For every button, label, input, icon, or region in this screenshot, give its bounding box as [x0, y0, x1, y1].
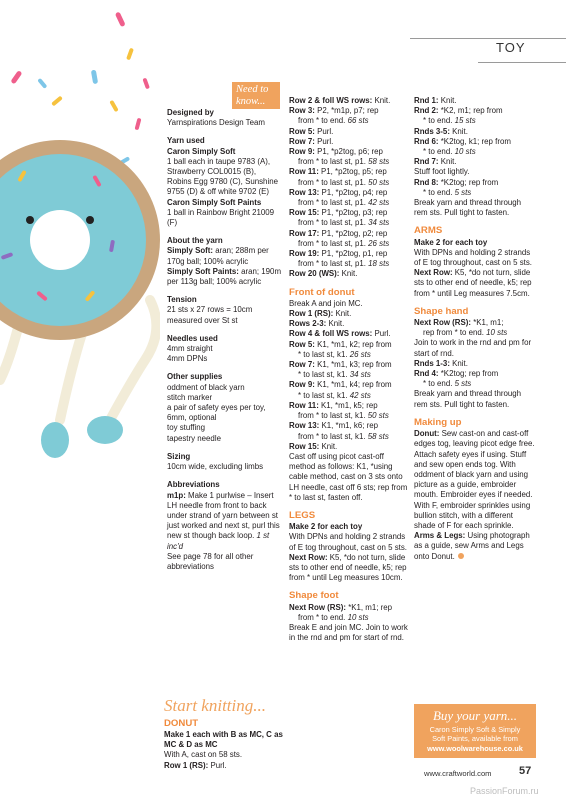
- pattern-row: [289, 421, 411, 431]
- foot-next-row: [289, 603, 411, 613]
- section-tag-rule: [478, 62, 566, 63]
- hand-join: Join to work in the rnd and pm for start of rnd.: [414, 338, 532, 358]
- arms-make: Make 2 for each toy: [414, 237, 488, 247]
- pattern-row-cont: [289, 178, 411, 188]
- row-text: *K1, m1;: [471, 318, 504, 328]
- making-up-heading: Making up: [414, 416, 462, 428]
- row-text: K5, *do not turn, slide sts to other end of needle, k5; rep from * until Leg measures 7.5cm.: [414, 268, 532, 298]
- row-count: 15 sts: [454, 116, 476, 126]
- hand-rnds-1-3: [414, 359, 536, 369]
- donut-row1: [164, 761, 284, 771]
- row-count: 50 sts: [367, 411, 389, 421]
- hand-next-row: [414, 318, 536, 328]
- row-label: Row 1 (RS):: [164, 760, 209, 770]
- row-label: Row 20 (WS):: [289, 269, 340, 279]
- row-text: Knit.: [319, 441, 338, 451]
- shape-hand-heading: Shape hand: [414, 305, 469, 317]
- pattern-row: [289, 329, 411, 339]
- row-cont: from * to end.: [298, 612, 348, 622]
- pattern-row: [289, 147, 411, 157]
- row-label: Row 17:: [289, 228, 320, 238]
- row-label: Rnd 1:: [414, 96, 439, 105]
- buy-yarn-link[interactable]: www.woolwarehouse.co.uk: [427, 743, 523, 753]
- yarn1-name: Caron Simply Soft: [167, 146, 236, 156]
- need-to-know-line2: know...: [236, 96, 266, 107]
- pattern-row: [414, 127, 536, 137]
- sizing-text: 10cm wide, excluding limbs: [167, 462, 264, 472]
- cast-off-text: Cast off using picot cast-off method as follows: K1, *using cable method, cast on 3 sts onto LH needle, cast off 6 sts; rep from * to last st, fasten off.: [289, 451, 408, 502]
- legs-heading: LEGS: [289, 509, 316, 521]
- row-text: K1, *m1, k6; rep: [319, 421, 379, 431]
- about-yarn-1: [167, 246, 282, 266]
- row-label: Row 11:: [289, 400, 319, 410]
- row-label: Row 9:: [289, 380, 315, 390]
- about-yarn-label: About the yarn: [167, 236, 223, 246]
- pattern-row-cont: [289, 370, 411, 380]
- row-label: Row 9:: [289, 147, 315, 157]
- abbrev-see: See page 78 for all other abbreviations: [167, 551, 254, 571]
- abbreviations-label: Abbreviations: [167, 480, 220, 490]
- pattern-row: [289, 229, 411, 239]
- row-text: *K2, m1; rep from: [438, 106, 503, 116]
- materials-column: [167, 108, 282, 572]
- row-label: Row 5:: [289, 126, 315, 136]
- row-text: P1, *p2tog, p4; rep: [319, 187, 388, 197]
- arms-next-row: [414, 268, 536, 299]
- making-arms-legs: [414, 531, 536, 562]
- legs-next-row: [289, 553, 411, 584]
- supply-item: tapestry needle: [167, 433, 221, 443]
- donut-make-line: Make 1 each with B as MC, C as MC & D as MC: [164, 730, 283, 750]
- row-cont: * to last st, k1.: [298, 370, 350, 380]
- pattern-row: [289, 269, 411, 279]
- pattern-row: [289, 167, 411, 177]
- pattern-row: [414, 157, 536, 167]
- row-cont: from * to last st, p1.: [298, 198, 369, 208]
- row-label: Row 4 & foll WS rows:: [289, 329, 373, 339]
- pattern-row: [289, 340, 411, 350]
- hand-rnd-4: [414, 369, 536, 379]
- abbrev-term: m1p:: [167, 490, 186, 500]
- abbrev-italic: 1 st inc'd: [167, 531, 270, 551]
- foot-next-cont: [289, 613, 411, 623]
- about2-name: Simply Soft Paints:: [167, 266, 239, 276]
- abbrev-text: Make 1 purlwise – Insert LH needle from front to back under strand of yarn between st just worked and next st, purl this new st though back loop.: [167, 490, 280, 541]
- tension-text: 21 sts x 27 rows = 10cm measured over St st: [167, 305, 253, 325]
- watermark: PassionForum.ru: [470, 786, 539, 796]
- need-to-know-line1: Need to: [236, 84, 269, 95]
- pattern-row-cont: [289, 259, 411, 269]
- row-label: Rnds 1-3:: [414, 358, 450, 368]
- row-label: Next Row (RS):: [289, 602, 346, 612]
- row-count: 34 sts: [349, 370, 371, 380]
- making-donut: [414, 429, 536, 531]
- arms-text: With DPNs and holding 2 strands of E tog throughout, cast on 5 sts.: [414, 247, 532, 268]
- pattern-row: [414, 106, 536, 116]
- hand-rnd-4-cont: [414, 379, 536, 389]
- row-count: 34 sts: [368, 218, 390, 228]
- row-cont: from * to last st, p1.: [298, 177, 369, 187]
- row-label: Next Row (RS):: [414, 318, 471, 328]
- pattern-row-cont: [414, 116, 536, 126]
- row-count: 26 sts: [368, 238, 390, 248]
- row-text: P2, *m1p, p7; rep: [314, 106, 379, 116]
- row-cont: * to last st, k1.: [298, 390, 350, 400]
- about-yarn-2: [167, 267, 282, 287]
- row-label: Row 13:: [289, 421, 320, 431]
- pattern-row: [289, 442, 411, 452]
- row-count: 58 sts: [367, 431, 389, 441]
- row-label: Row 13:: [289, 187, 320, 197]
- row-text: Using photograph as a guide, sew Arms and Legs onto Donut.: [414, 531, 530, 561]
- row-text: Purl.: [372, 329, 391, 339]
- footer-website: www.craftworld.com: [424, 769, 492, 778]
- front-rows-list: [289, 309, 411, 452]
- needles-1: 4mm straight: [167, 344, 213, 354]
- row-label: Next Row:: [414, 268, 453, 278]
- row-text: *K2tog; rep from: [438, 177, 499, 187]
- row-label: Row 15:: [289, 208, 320, 218]
- rnd8: [414, 178, 536, 188]
- row-text: Knit.: [449, 126, 468, 136]
- row-label: Row 11:: [289, 167, 319, 177]
- buy-yarn-line2: Soft Paints, available from: [432, 734, 518, 744]
- row-cont: * to last st, k1.: [298, 349, 350, 359]
- pattern-row: [289, 127, 411, 137]
- pattern-row: [289, 309, 411, 319]
- row-cont: rep from * to end.: [423, 328, 487, 338]
- row-count: 42 sts: [349, 390, 371, 400]
- row-label: Rnd 6:: [414, 136, 439, 146]
- row-label: Row 3:: [289, 106, 315, 116]
- pattern-row: [289, 188, 411, 198]
- row-text: Knit.: [438, 157, 457, 167]
- row-text: Purl.: [314, 136, 334, 146]
- about2-text: aran; 190m per 113g ball; 100% acrylic: [167, 266, 282, 287]
- tension-label: Tension: [167, 295, 197, 305]
- legs-text: With DPNs and holding 2 strands of E tog throughout, cast on 5 sts.: [289, 532, 407, 552]
- row-text: K1, *m1, k3; rep from: [314, 360, 392, 370]
- row-text: Knit.: [339, 269, 358, 279]
- row-label: Row 19:: [289, 249, 320, 259]
- row-label: Row 7:: [289, 136, 315, 146]
- stuff-foot: Stuff foot lightly.: [414, 167, 470, 177]
- pattern-row: [289, 360, 411, 370]
- row-count: 5 sts: [454, 379, 472, 389]
- row-cont: from * to last st, k1.: [298, 431, 368, 441]
- pattern-row: [289, 96, 411, 106]
- row-label: Rnd 8:: [414, 177, 439, 187]
- row-text: P1, *p2tog, p3; rep: [319, 208, 388, 218]
- legs-make: Make 2 for each toy: [289, 522, 363, 532]
- supplies-label: Other supplies: [167, 372, 223, 382]
- yarn2-detail: 1 ball in Rainbow Bright 21009 (F): [167, 207, 275, 228]
- donut-rows-list: [289, 96, 411, 280]
- pattern-row: [414, 96, 536, 106]
- start-knitting-heading: Start knitting...: [164, 696, 266, 715]
- pattern-row: [289, 249, 411, 259]
- row-label: Rnd 7:: [414, 157, 439, 167]
- row-label: Rnds 3-5:: [414, 126, 450, 136]
- row-cont: from * to last st, k1.: [298, 411, 368, 421]
- row-label: Row 5:: [289, 339, 315, 349]
- pattern-row: [289, 106, 411, 116]
- arms-heading: ARMS: [414, 225, 443, 237]
- donut-heading: DONUT: [164, 718, 199, 729]
- break-yarn-2: Break yarn and thread through rem sts. Pull tight to fasten.: [414, 389, 522, 409]
- donut-toy-illustration: [0, 0, 160, 560]
- pattern-column-3: [414, 96, 536, 562]
- shape-foot-heading: Shape foot: [289, 590, 339, 602]
- row-count: 50 sts: [368, 177, 390, 187]
- pattern-row: [289, 319, 411, 329]
- row-label: Rows 2-3:: [289, 319, 327, 329]
- row-label: Next Row:: [289, 552, 328, 562]
- pattern-row-cont: [289, 157, 411, 167]
- foot-rounds-list: [414, 96, 536, 167]
- designed-by-label: Designed by: [167, 108, 214, 117]
- pattern-column-2: [289, 96, 411, 643]
- row-text: K5, *do not turn, slide sts to other end of needle, k5; rep from * until Leg measures 10cm.: [289, 552, 407, 583]
- supply-item: oddment of black yarn: [167, 382, 245, 392]
- pattern-row-cont: [289, 116, 411, 126]
- row-text: Purl.: [208, 760, 227, 770]
- supply-item: toy stuffing: [167, 423, 206, 433]
- pattern-row-cont: [414, 147, 536, 157]
- row-text: P1, *p2tog, p5; rep: [318, 167, 387, 177]
- row-count: 58 sts: [368, 157, 390, 167]
- header-rule: [410, 38, 566, 39]
- yarn-used-label: Yarn used: [167, 136, 205, 146]
- row-label: Row 1 (RS):: [289, 309, 334, 319]
- row-count: 5 sts: [454, 187, 472, 197]
- buy-yarn-line1: Caron Simply Soft & Simply: [429, 725, 521, 734]
- row-text: K1, *m1, k4; rep from: [314, 380, 392, 390]
- break-yarn-1: Break yarn and thread through rem sts. Pull tight to fasten.: [414, 198, 522, 218]
- row-text: *K2tog, k1; rep from: [438, 136, 511, 146]
- row-text: Knit.: [438, 96, 457, 105]
- front-intro: Break A and join MC.: [289, 298, 363, 308]
- donut-cast-on: With A, cast on 58 sts.: [164, 750, 243, 760]
- row-cont: * to end.: [423, 147, 455, 157]
- row-cont: from * to end.: [298, 116, 348, 126]
- buy-yarn-box: [414, 704, 536, 758]
- pattern-row-cont: [289, 239, 411, 249]
- row-label: Rnd 2:: [414, 106, 439, 116]
- row-count: 10 sts: [486, 328, 508, 338]
- row-text: Purl.: [314, 126, 334, 136]
- row-text: K1, *m1, k2; rep from: [314, 339, 392, 349]
- toy-photo: [0, 0, 160, 560]
- row-count: 66 sts: [347, 116, 369, 126]
- page-number: 57: [519, 765, 532, 777]
- buy-yarn-title: Buy your yarn...: [432, 708, 518, 723]
- foot-text: Break E and join MC. Join to work in the rnd and pm for start of rnd.: [289, 622, 408, 643]
- row-count: 18 sts: [368, 259, 390, 269]
- donut-intro: [164, 730, 284, 771]
- row-text: Knit.: [326, 319, 345, 329]
- row-label: Donut:: [414, 429, 440, 439]
- needles-label: Needles used: [167, 333, 218, 343]
- row-label: Arms & Legs:: [414, 531, 466, 541]
- pattern-row-cont: [289, 391, 411, 401]
- yarn1-detail: 1 ball each in taupe 9783 (A), Strawberry COL0015 (B), Robins Egg 9780 (C), Sunshine 9755 (D) & off white 9702 (E): [167, 156, 278, 197]
- row-count: 10 sts: [454, 147, 476, 157]
- row-text: K1, *m1, k5; rep: [318, 400, 378, 410]
- yarn2-name: Caron Simply Soft Paints: [167, 197, 262, 207]
- pattern-row: [289, 401, 411, 411]
- row-count: 10 sts: [347, 612, 369, 622]
- row-cont: * to end.: [423, 187, 455, 197]
- row-text: P1, *p2tog, p2; rep: [319, 228, 388, 238]
- about1-name: Simply Soft:: [167, 246, 214, 256]
- row-cont: from * to last st, p1.: [298, 238, 369, 248]
- row-text: Sew cast-on and cast-off edges tog, leaving picot edge free. Attach safety eyes if using. Stuff and sew open ends tog. With oddment of black yarn and using picture as a guide, embroider mouth. Embroider eyes if needed. With F, embroider sprinkles using bullion stitch, with a different shade of F for each sprinkle.: [414, 429, 535, 530]
- pattern-row-cont: [289, 350, 411, 360]
- pattern-row-cont: [289, 218, 411, 228]
- pattern-row-cont: [289, 198, 411, 208]
- rnd8-cont: [414, 188, 536, 198]
- row-cont: * to end.: [423, 379, 455, 389]
- row-cont: from * to last st, p1.: [298, 157, 369, 167]
- row-text: Knit.: [372, 96, 391, 105]
- section-tag: TOY: [496, 40, 526, 55]
- about1-text: aran; 288m per 170g ball; 100% acrylic: [167, 246, 269, 266]
- row-label: Rnd 4:: [414, 369, 439, 379]
- end-mark-icon: [458, 553, 464, 559]
- row-count: 26 sts: [349, 349, 371, 359]
- abbreviation-m1p: [167, 491, 282, 552]
- row-label: Row 2 & foll WS rows:: [289, 96, 373, 105]
- row-cont: from * to last st, p1.: [298, 218, 369, 228]
- row-label: Row 15:: [289, 441, 320, 451]
- row-cont: from * to last st, p1.: [298, 259, 369, 269]
- pattern-row: [289, 137, 411, 147]
- row-text: Knit.: [449, 358, 468, 368]
- row-text: *K2tog; rep from: [438, 369, 499, 379]
- pattern-row-cont: [289, 411, 411, 421]
- needles-2: 4mm DPNs: [167, 354, 208, 364]
- pattern-row-cont: [289, 432, 411, 442]
- supply-item: a pair of safety eyes per toy, 6mm, optional: [167, 403, 266, 423]
- pattern-row: [289, 208, 411, 218]
- hand-next-cont: [414, 328, 536, 338]
- supply-item: stitch marker: [167, 392, 213, 402]
- pattern-row: [289, 380, 411, 390]
- pattern-row: [414, 137, 536, 147]
- row-text: P1, *p2tog, p1, rep: [319, 249, 388, 259]
- row-cont: * to end.: [423, 116, 455, 126]
- row-count: 42 sts: [368, 198, 390, 208]
- designed-by-value: Yarnspirations Design Team: [167, 118, 265, 128]
- sizing-label: Sizing: [167, 451, 191, 461]
- row-text: *K1, m1; rep: [346, 602, 393, 612]
- row-text: P1, *p2tog, p6; rep: [314, 147, 383, 157]
- need-to-know-box: [232, 82, 280, 109]
- front-of-donut-heading: Front of donut: [289, 286, 355, 298]
- row-label: Row 7:: [289, 360, 315, 370]
- row-text: Knit.: [333, 309, 352, 319]
